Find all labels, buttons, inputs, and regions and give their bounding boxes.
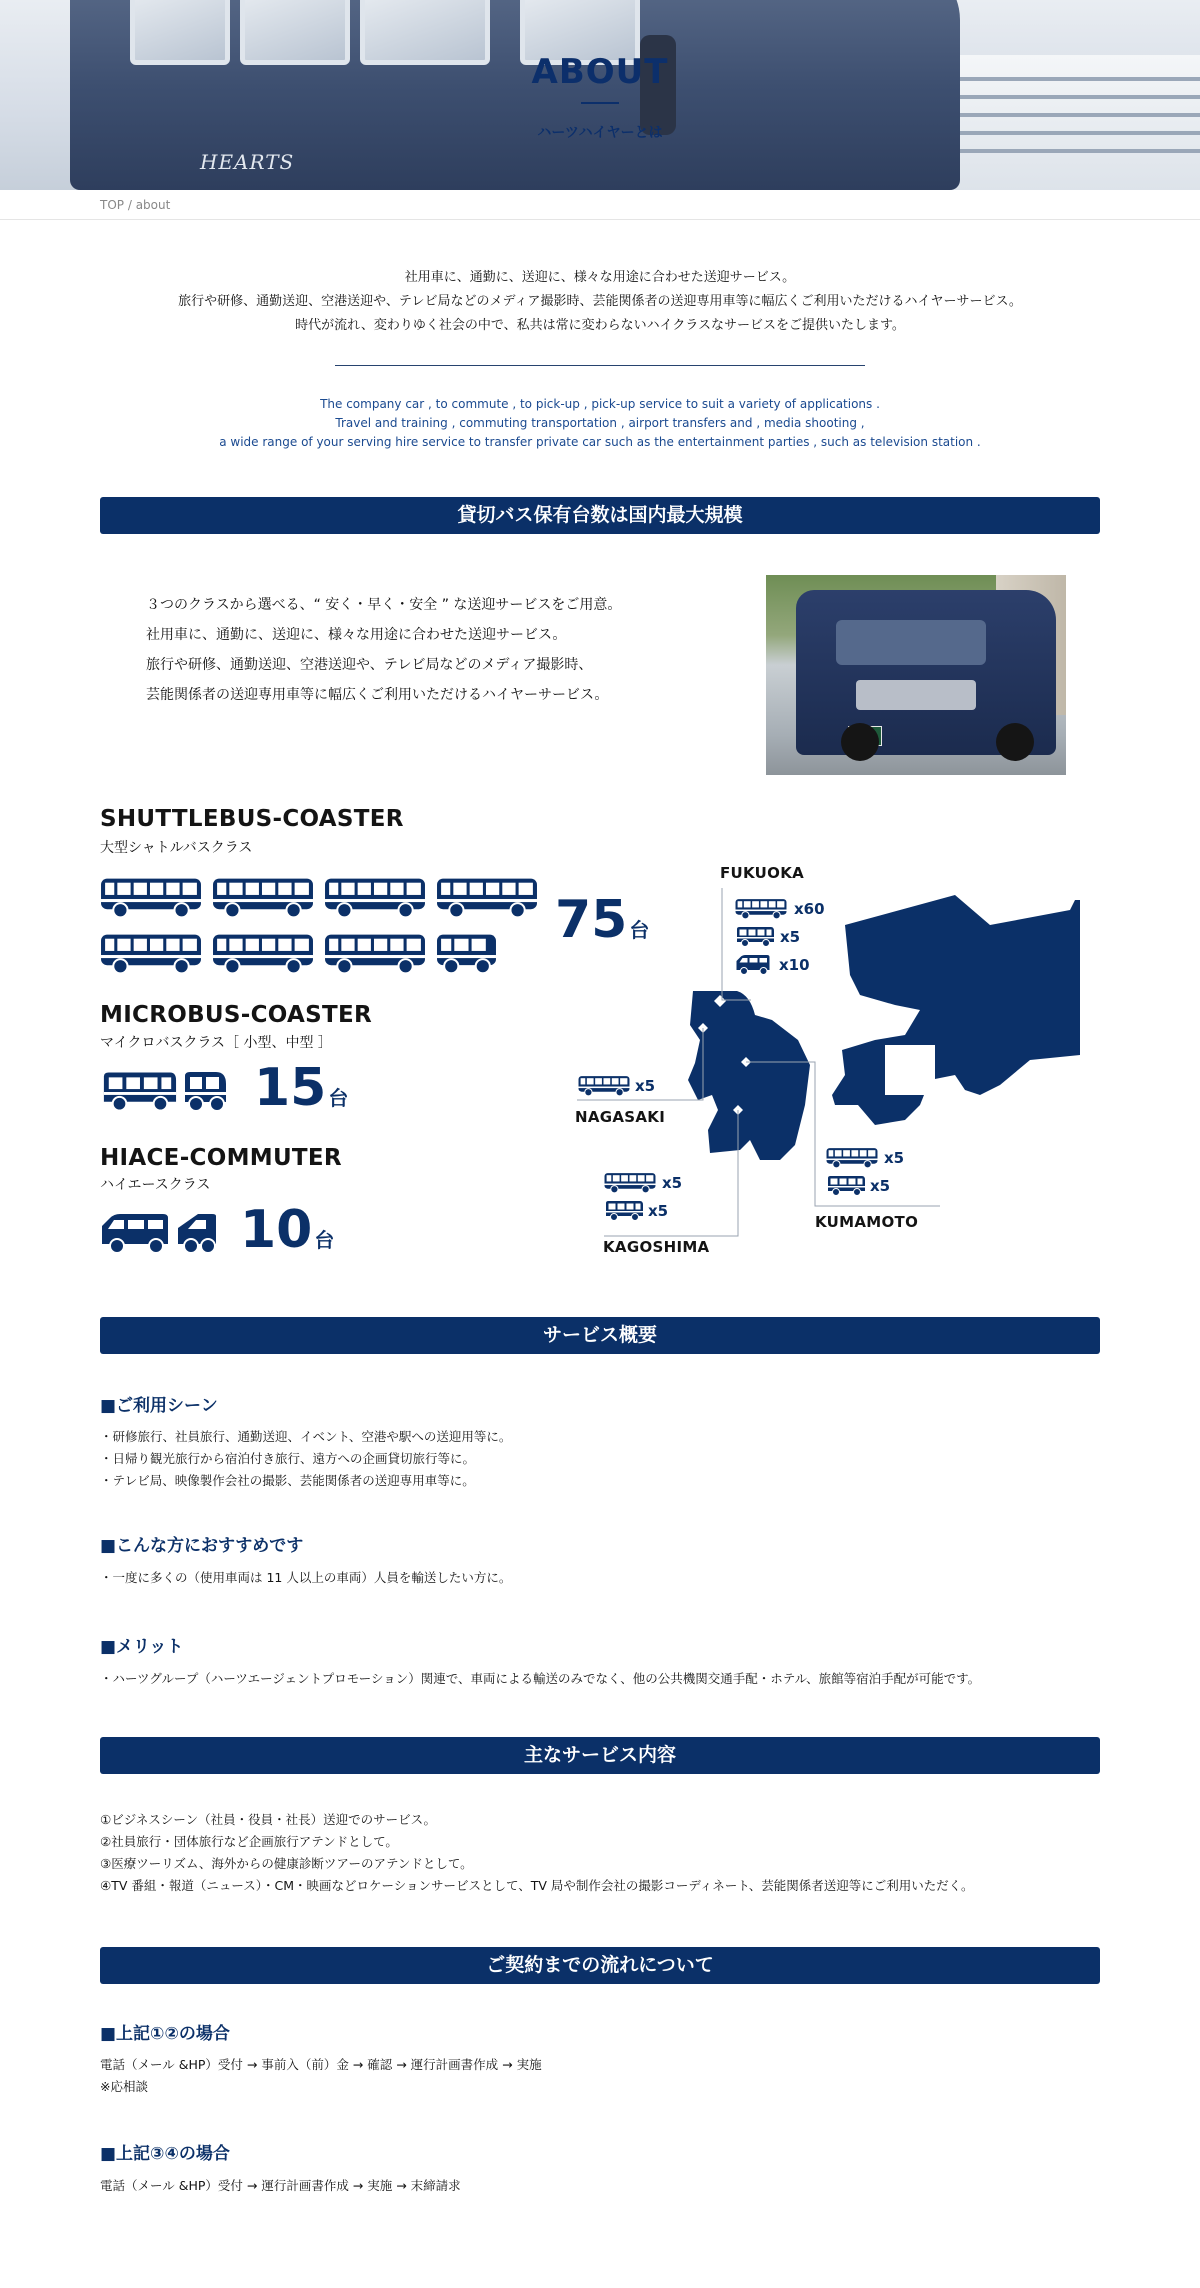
case1-title: ■上記①②の場合 (100, 2024, 230, 2044)
main-service-item: ③医療ツーリズム、海外からの健康診断ツアーのアテンドとして。 (100, 1856, 473, 1871)
kumamoto-bus-count: x5 (884, 1149, 905, 1167)
page-title: ABOUT (531, 52, 669, 92)
usage-scene-item: ・研修旅行、社員旅行、通勤送迎、イベント、空港や駅への送迎用等に。 (100, 1429, 512, 1444)
intro-jp-line: 社用車に、通勤に、送迎に、様々な用途に合わせた送迎サービス。 (404, 270, 796, 285)
class-subtitle-shuttlebus: 大型シャトルバスクラス (100, 840, 253, 856)
case1-note: ※応相談 (100, 2079, 148, 2094)
usage-scenes-list (100, 1426, 511, 1492)
merit-text: ・ハーツグループ（ハーツエージェントプロモーション）関連で、車両による輸送のみでなく、他の公共機関交通手配・ホテル、旅館等宿泊手配が可能です。 (100, 1671, 981, 1686)
intro-en-line: a wide range of your serving hire service to transfer private car such as the entertainment parties , such as television station . (219, 435, 981, 449)
city-label-fukuoka: FUKUOKA (720, 864, 805, 882)
breadcrumb-home-link[interactable]: TOP (100, 198, 125, 212)
main-service-item: ①ビジネスシーン（社員・役員・社長）送迎でのサービス。 (100, 1812, 436, 1827)
class-title-microbus: MICROBUS-COASTER (100, 1002, 372, 1028)
recommend-text: ・一度に多くの（使用車両は 11 人以上の車両）人員を輸送したい方に。 (100, 1570, 512, 1585)
main-services-list (100, 1809, 974, 1897)
nagasaki-bus-count: x5 (635, 1077, 656, 1095)
usage-scene-item: ・テレビ局、映像製作会社の撮影、芸能関係者の送迎専用車等に。 (100, 1473, 475, 1488)
recommend-title: ■こんな方におすすめです (100, 1536, 304, 1556)
case2-title: ■上記③④の場合 (100, 2144, 230, 2164)
case2-flow: 電話（メール &HP）受付 → 運行計画書作成 → 実施 → 末締請求 (100, 2178, 461, 2193)
class-title-hiace: HIACE-COMMUTER (100, 1145, 342, 1171)
microbus-count-unit: 台 (328, 1086, 349, 1110)
intro-en-line: Travel and training , commuting transportation , airport transfers and , media shooting , (335, 416, 865, 430)
page-subtitle: ハーツハイヤーとは (537, 125, 663, 141)
service-overview-heading: サービス概要 (100, 1317, 1100, 1354)
hero-brand: HEARTS (200, 150, 295, 174)
fukuoka-bus-count: x60 (794, 900, 825, 918)
hiace-count-number: 10 (240, 1200, 313, 1260)
hiace-count-unit: 台 (314, 1228, 335, 1252)
case1-flow (100, 2054, 542, 2098)
breadcrumb-current: about (135, 198, 171, 212)
fleet-text-line: 旅行や研修、通勤送迎、空港送迎や、テレビ局などのメディア撮影時、 (146, 657, 593, 673)
main-service-item: ④TV 番組・報道（ニュース）・CM・映画などロケーションサービスとして、TV 局や制作会社の撮影コーディネート、芸能関係者送迎等にご利用いただく。 (100, 1878, 974, 1893)
case1-flow-text: 電話（メール &HP）受付 → 事前入（前）金 → 確認 → 運行計画書作成 → 実施 (100, 2057, 542, 2072)
nagasaki-vehicle-icons (578, 1075, 633, 1101)
fukuoka-van-count: x10 (779, 956, 810, 974)
shuttlebus-count-unit: 台 (629, 918, 650, 942)
intro-en-line: The company car , to commute , to pick-up , pick-up service to suit a variety of applications . (320, 397, 880, 411)
main-service-item: ②社員旅行・団体旅行など企画旅行アテンドとして。 (100, 1834, 398, 1849)
fleet-text-line: 社用車に、通勤に、送迎に、様々な用途に合わせた送迎サービス。 (146, 627, 567, 643)
main-services-heading: 主なサービス内容 (100, 1737, 1100, 1774)
usage-scene-item: ・日帰り観光旅行から宿泊付き旅行、遠方への企画貸切旅行等に。 (100, 1451, 476, 1466)
shuttlebus-count-number: 75 (555, 890, 628, 950)
fleet-text-line: 芸能関係者の送迎専用車等に幅広くご利用いただけるハイヤーサービス。 (146, 687, 609, 703)
city-label-kumamoto: KUMAMOTO (815, 1213, 919, 1231)
contract-flow-heading: ご契約までの流れについて (100, 1947, 1100, 1984)
fleet-text-line: ３つのクラスから選べる、“ 安く・早く・安全 ” な送迎サービスをご用意。 (146, 597, 622, 613)
microbus-count-number: 15 (254, 1058, 327, 1118)
kumamoto-microbus-count: x5 (870, 1177, 891, 1195)
class-subtitle-hiace: ハイエースクラス (100, 1177, 211, 1193)
usage-scenes-title: ■ご利用シーン (100, 1396, 218, 1416)
city-label-nagasaki: NAGASAKI (575, 1108, 666, 1126)
fleet-section-heading: 貸切バス保有台数は国内最大規模 (100, 497, 1100, 534)
class-title-shuttlebus: SHUTTLEBUS-COASTER (100, 806, 404, 832)
class-subtitle-microbus: マイクロバスクラス［ 小型、中型 ］ (100, 1035, 332, 1051)
merit-title: ■メリット (100, 1637, 184, 1657)
intro-jp-line: 時代が流れ、変わりゆく社会の中で、私共は常に変わらないハイクラスなサービスをご提供いたします。 (295, 318, 905, 333)
breadcrumb-separator: / (124, 198, 136, 212)
fukuoka-microbus-count: x5 (780, 928, 801, 946)
kagoshima-bus-count: x5 (662, 1174, 683, 1192)
city-label-kagoshima: KAGOSHIMA (603, 1238, 710, 1256)
intro-jp-line: 旅行や研修、通勤送迎、空港送迎や、テレビ局などのメディア撮影時、芸能関係者の送迎専用車等に幅広くご利用いただけるハイヤーサービス。 (178, 294, 1022, 309)
kagoshima-microbus-count: x5 (648, 1202, 669, 1220)
